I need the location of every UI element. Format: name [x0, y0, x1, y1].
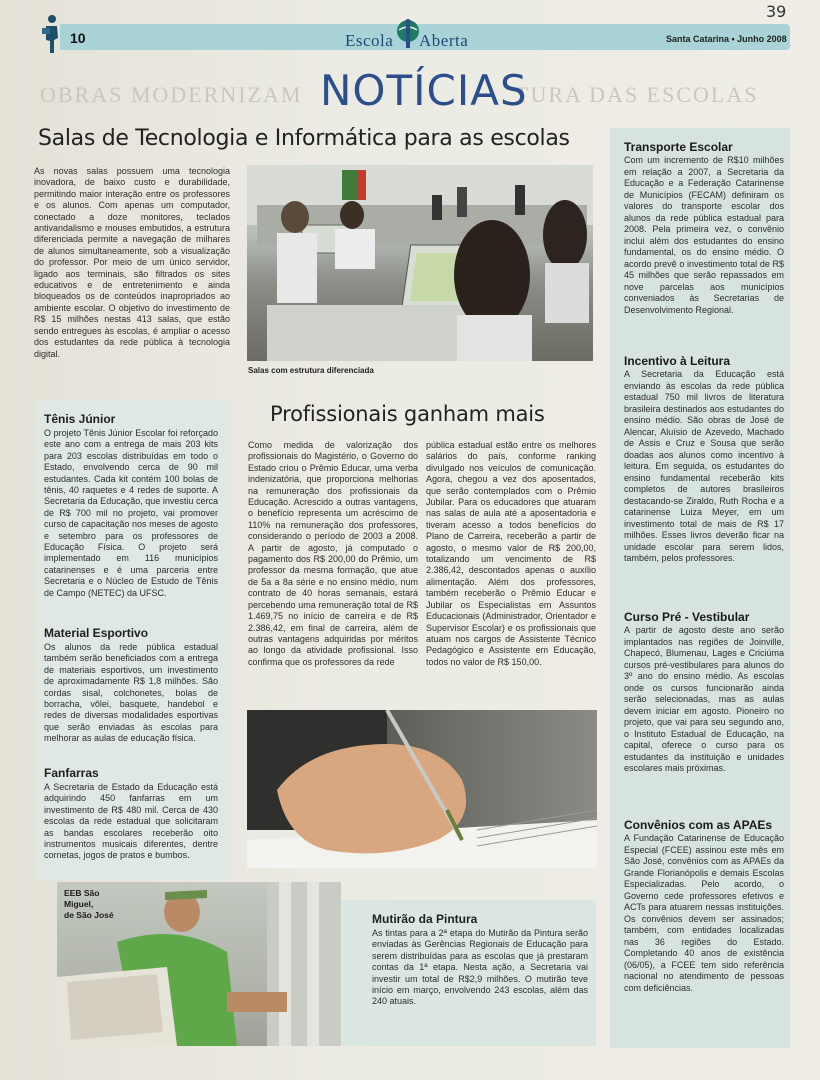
article-body: A Fundação Catarinense de Educação Especial (FCEE) assinou este mês em São José, convênios com as APAEs da Grande Florianópolis e demais Escolas Especializadas. Pelo acordo, o Governo cede professores efetivos e ACTs para atuarem nessas instituições. Os convênios devem ser assinados; também, com entidades localizadas nas 36 regiões do Estado. Completando 40 anos de existência (06/05), a FCEE tem sido referência nacional no atendimento de pessoas com deficiências. — [624, 833, 784, 993]
caption-line: EEB São — [64, 888, 100, 898]
article-curso-pre-vestibular — [624, 610, 784, 775]
article-body: A Secretaria de Estado da Educação está adquirindo 450 fanfarras em um investimento de R$ 480 mil. Cerca de 430 escolas da rede estadual que solicitaram as bandas escolares receberão oito instrumentos musicais diferentes, dentre cornetas, jogos de pratos e bumbos. — [44, 782, 218, 861]
escola-aberta-logo — [345, 18, 485, 52]
classroom-illustration — [247, 165, 593, 361]
ghost-text-right: TURA DAS ESCOLAS — [515, 82, 759, 107]
page-number: 10 — [70, 30, 86, 46]
article-body: A partir de agosto deste ano serão implantados nas regiões de Joinville, Chapecó, Blumenau, Lages e Criciúma cursos pré-vestibulares para alunos do 3º ano do ensino médio. As escolas onde os cursos funcionarão ainda serão selecionadas, mas as aulas devem iniciar em agosto. Pioneiro no projeto, que vai para seu segundo ano, o Instituto Estadual de Educação, na capital, oferece o curso para os estudantes da instituição e unidades escolares mais próximas. — [624, 625, 784, 773]
profissionais-col-2: pública estadual estão entre os melhores salários do país, conforme ranking divulgado nos veículos de comunicação. Agora, chegou a vez dos aposentados, que serão contemplados com o Prêmio Jubilar. Para os educadores que atuaram nas salas de aula até a aposentadoria e tiveram acesso a todos benefícios do Plano de Carreira, receberão a partir de agosto, o mesmo valor de R$ 200,00, totalizando um vencimento de R$ 2.386,42, descontados apenas o auxílio alimentação. Além dos professores, também receberão o Prêmio Educar e Jubilar os Especialistas em Assuntos Educacionais (Administrador, Orientador e Supervisor Escolar) e os profissionais que atuam nos cargos de Assistente Técnico Pedagógico e Assistente em Educação, todos no valor de R$ 150,00. — [426, 440, 596, 667]
writing-hand-photo — [247, 710, 597, 868]
article-body: Os alunos da rede pública estadual também serão beneficiados com a entrega de materiais esportivos, um investimento de aproximadamente R$ 1,8 milhões. São cordas sisal, colchonetes, bolas de borracha, vôlei, basquete, handebol e redes de diversas modalidades esportivas que serão enviadas às escolas para melhorar as aulas de educação física. — [44, 642, 218, 744]
reading-figure-icon — [40, 14, 62, 54]
article-material-esportivo — [44, 626, 218, 745]
article-title: Transporte Escolar — [624, 140, 733, 154]
caption-line: Miguel, — [64, 899, 94, 909]
section-title: NOTÍCIAS — [320, 66, 528, 115]
article-tenis-junior — [44, 412, 218, 599]
writing-hand-illustration — [247, 710, 597, 868]
article-title: Incentivo à Leitura — [624, 354, 731, 368]
article-transporte-escolar — [624, 140, 784, 316]
article-title: Curso Pré - Vestibular — [624, 610, 750, 624]
logo-word-escola: Escola — [345, 31, 394, 50]
edition-date: Santa Catarina • Junho 2008 — [666, 34, 787, 44]
ghost-text-left: OBRAS MODERNIZAM — [40, 82, 303, 107]
article-body: As tintas para a 2ª etapa do Mutirão da Pintura serão enviadas às Gerências Regionais de Educação para serem distribuídas para as escolas que já prestaram contas da 1ª etapa. Nesta ação, a Secretaria vai investir um total de R$2,9 milhões. O mutirão teve início em março, envolvendo 243 escolas, além das 240 atuais. — [372, 928, 588, 1007]
article-title: Tênis Júnior — [44, 412, 116, 426]
article-body: O projeto Tênis Júnior Escolar foi reforçado este ano com a entrega de mais 203 kits para 203 escolas distribuídas em todo o Estado, envolvendo cerca de 90 mil estudantes. Cada kit contém 100 bolas de tênis, 40 raquetes e 4 redes de suporte. A Secretaria da Educação, que investiu cerca de R$ 700 mil no projeto, vai promover curso de capacitação nos meses de agosto e setembro para os professores de Educação Física. O projeto será implementado em 116 municípios catarinenses e é uma parceria entre Secretaria e o Núcleo de Estudo de Tênis de Campo (NETEC) da UFSC. — [44, 428, 218, 598]
article-fanfarras — [44, 766, 218, 862]
lead-article-body: As novas salas possuem uma tecnologia inovadora, de baixo custo e durabilidade, permitindo maior interação entre os professores e os alunos. Com apenas um computador, conectado a doze monitores, teclados antivandalismo e mouses embutidos, a estrutura diferenciada permite a navegação de milhares de alunos simultaneamente, sob a visualização do professor. Por meio de um único servidor, ligado aos terminais, são filtrados os sites educativos e de entretenimento e ainda bloqueados os de conteúdos inapropriados ao ambiente escolar. O objetivo do investimento de R$ 15 milhões nestas 413 salas, que estão sendo entregues às escolas, é ampliar o acesso dos estudantes da rede pública à tecnologia digital. — [34, 166, 230, 359]
article-convenios-apaes — [624, 818, 784, 994]
caption-line: de São José — [64, 910, 114, 920]
profissionais-col-1: Como medida de valorização dos profissionais do Magistério, o Governo do Estado criou o Prêmio Educar, uma verba indenizatória, que proporciona melhorias na remuneração dos profissionais da Educação. Acrescido a outras vantagens, o benefício representa um acréscimo de 110% na remuneração dos professores, considerando o período de 2003 a 2008. A partir de agosto, já computado o pagamento dos R$ 200,00 do Prêmio, um professor da mesma formação, que atue de 5a a 8a série e no ensino médio, num contrato de 40 horas semanais, estará percebendo uma remuneração total de R$ 1.469,75 no início de carreira e de R$ 2.386,42, em final de carreira, além de outras vantagens adquiridas por méritos ao longo da atividade profissional. Isso confirma que os professores da rede — [248, 440, 418, 667]
article-title: Fanfarras — [44, 766, 99, 780]
painter-photo-caption — [64, 888, 114, 921]
article-incentivo-leitura — [624, 354, 784, 565]
classroom-photo-caption: Salas com estrutura diferenciada — [248, 366, 374, 375]
article-title: Material Esportivo — [44, 626, 149, 640]
classroom-photo — [247, 165, 593, 361]
profissionais-title: Profissionais ganham mais — [270, 402, 545, 426]
logo-word-aberta: Aberta — [419, 31, 469, 50]
article-body: A Secretaria da Educação está enviando às escolas da rede pública estadual 750 mil livros de literatura brasileira destinados aos estudantes do ensino médio. São obras de José de Alencar, Aluísio de Azevedo, Machado de Assis e Cruz e Sousa que serão doadas aos alunos como incentivo à leitura. Em seguida, os estudantes do ensino fundamental receberão kits completos de autores brasileiros destacando-se Ziraldo, Ruth Rocha e a catarinense Luiza Meyer, em um investimento total de mais de R$ 17 milhões. Esses livros deverão ficar na unidade escolar para serem lidos, também, pelos professores. — [624, 369, 784, 563]
lead-article-title: Salas de Tecnologia e Informática para as escolas — [38, 126, 570, 151]
article-title: Convênios com as APAEs — [624, 818, 773, 832]
article-mutirao — [372, 912, 588, 1008]
article-body: Com um incremento de R$10 milhões em relação a 2007, a Secretaria da Educação e a Federação Catarinense de Municípios (FECAM) definiram os valores do transporte escolar dos alunos da rede pública estadual para 2008. Pela primeira vez, o convênio inclui além dos estudantes do ensino fundamental, os do ensino médio. O acordo prevê o investimento total de R$ 45 milhões que serão repassados em nove parcelas aos municípios conveniados às Secretarias de Desenvolvimento Regional. — [624, 155, 784, 315]
globe-figure-icon — [395, 18, 421, 50]
article-title: Mutirão da Pintura — [372, 912, 478, 926]
handwritten-number: 39 — [766, 2, 787, 21]
